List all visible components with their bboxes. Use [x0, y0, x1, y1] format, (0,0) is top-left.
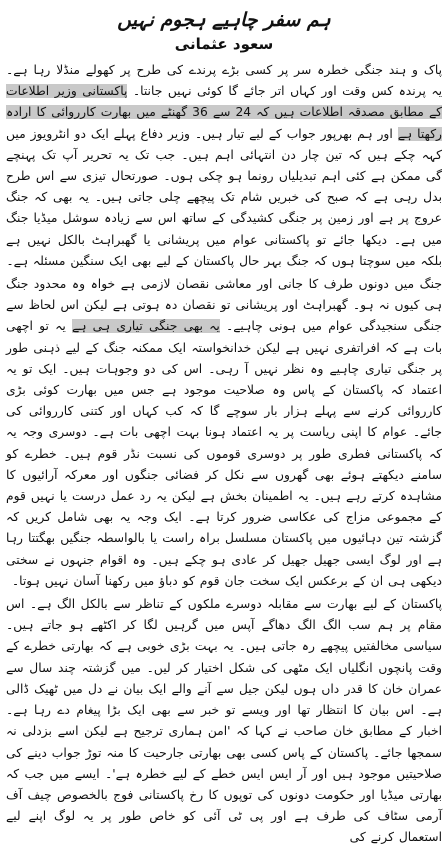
highlighted-text: یہ بھی جنگی تیاری ہی ہے	[72, 319, 220, 334]
paragraph-text: پاکستان کے لیے بھارت سے مقابلہ دوسرے ملکوں کے تناظر سے بالکل الگ ہے۔ اس مقام پر ہم سب الگ الگ دھاگے آپس میں گرہیں لگا کر اکٹھے ہو جاتے ہیں۔ سیاسی مخالفتیں پیچھے رہ جاتی ہیں۔ یہ بہت بڑی خوبی ہے کہ بھارتی خطرے کے وقت پانچوں انگلیاں ایک مٹھی کی شکل اختیار کر لیں۔ میں گزشتہ چند سال سے عمران خان کا قدر داں ہوں لیکن جیل سے آنے والے ایک بیان نے دل میں ٹھیک ڈالی ہے۔ اس بیان کا انتظار تھا اور ویسے تو خبر سے بھی ایک بڑا پیغام دے رہا ہے۔ اخبار کے مطابق خان صاحب نے کہا کہ 'امن ہماری ترجیح ہے لیکن اسے بزدلی نہ سمجھا جائے۔ پاکستان کے پاس کسی بھی بھارتی جارحیت کا منہ توڑ جواب دینے کی صلاحیتیں موجود ہیں اور آر ایس ایس خطے کے لیے خطرہ ہے'۔ ایسے میں جب کہ بھارتی میڈیا اور حکومت دونوں کی توپوں کا رخ پاکستانی فوج بالخصوص چیف آف آرمی سٹاف کی طرف ہے اور پی ٹی آئی کو خاص طور پر یہ لوگ اپنے لیے استعمال کرنے کی	[6, 597, 442, 845]
paragraph	[6, 60, 442, 272]
paragraph-text: یہ تو اچھی بات ہے کہ افراتفری نہیں ہے لیکن خدانخواستہ ایک ممکنہ جنگ کے لیے ذہنی طور پر جنگی تیاری چاہیے وہ نظر نہیں آ رہی۔ اس کی دو وجوہات ہیں۔ ایک تو یہ اعتماد کہ پاکستان کے پاس وہ صلاحیت موجود ہے جس میں بھارت کوئی بڑی کارروائی کرنے سے پہلے ہزار بار سوچے گا کہ کب کہاں اور کتنی کارروائی کی جائے۔ عوام کا اپنی ریاست پر یہ اعتماد ہونا بہت اچھی بات ہے۔ دوسری وجہ یہ کہ پاکستانی فطری طور پر دوسری قوموں کی نسبت نڈر قوم ہیں۔ خطرے کو سامنے دیکھتے ہوئے بھی گھروں سے نکل کر فضائی جنگوں اور معرکہ آرائیوں کا مشاہدہ کرتے رہے ہیں۔ یہ اطمینان بخش ہے لیکن یہ رد عمل درست یا نہیں قوم کے مجموعی مزاج کی عکاسی ضرور کرتا ہے۔ ایک وجہ یہ بھی شامل کریں کہ گزشتہ تین دہائیوں میں پاکستان مسلسل براہ راست یا بالواسطہ جنگیں بھگتتا رہا ہے اور لوگ ایسی جھیل جھیل کر عادی ہو چکے ہیں۔ وہ اقوام جنہوں نے سختی دیکھی ہی ان کے برعکس ایک سخت جان قوم کو دباؤ میں رکھنا آسان نہیں ہوتا۔	[6, 319, 442, 588]
paragraph	[6, 274, 442, 592]
paragraph-text: اور ہم بھرپور جواب کے لیے تیار ہیں۔ وزیر دفاع پہلے ایک دو انٹرویوز میں کہہ چکے ہیں کہ تین چار دن انتہائی اہم ہیں۔ جب تک یہ تحریر آپ تک پہنچے گی ممکن ہے کئی اہم تبدیلیاں رونما ہو چکی ہوں۔ صورتحال تیزی سے اس طرح بدل رہی ہے کہ صبح کی خبریں شام تک پیچھے چلی جاتی ہیں۔ یہ بھی کہ جنگ عروج پر ہے اور زمین پر جنگی کشیدگی کے ساتھ اس سے زیادہ سوشل میڈیا جنگ میں ہے۔ دیکھا جائے تو پاکستانی عوام میں پریشانی یا گھبراہٹ بالکل نہیں ہے بلکہ میں سوچتا ہوں کہ جنگ بہر حال پاکستان کے لیے بھی ایک سنگین مسئلہ ہے۔	[6, 126, 442, 268]
paragraph-text: جنگ میں دونوں طرف کا جانی اور معاشی نقصان لازمی ہے خواہ وہ محدود جنگ ہی کیوں نہ ہو۔ گھبراہٹ اور پریشانی تو نقصان دہ ہوتی ہے لیکن اس لحاظ سے جنگی سنجیدگی عوام میں ہونی چاہیے۔	[6, 277, 442, 334]
article-body	[6, 60, 442, 849]
paragraph	[6, 594, 442, 848]
paragraph-text: پاک و ہند جنگی خطرہ سر پر کسی بڑے پرندے کی طرح پر کھولے منڈلا رہا ہے۔ یہ پرندہ کس وقت اور کہاں اتر جائے گا کوئی نہیں جانتا۔	[6, 63, 442, 99]
author-name: سعود عثمانی	[174, 35, 274, 53]
article-title: ہم سفر چاہیے ہجوم نہیں	[117, 9, 331, 31]
highlighted-text: پاکستانی وزیر اطلاعات کے مطابق مصدقہ اطلاعات ہیں کہ 24 سے 36 گھنٹے میں بھارت کارروائی کا ارادہ رکھتا ہے	[6, 84, 443, 141]
